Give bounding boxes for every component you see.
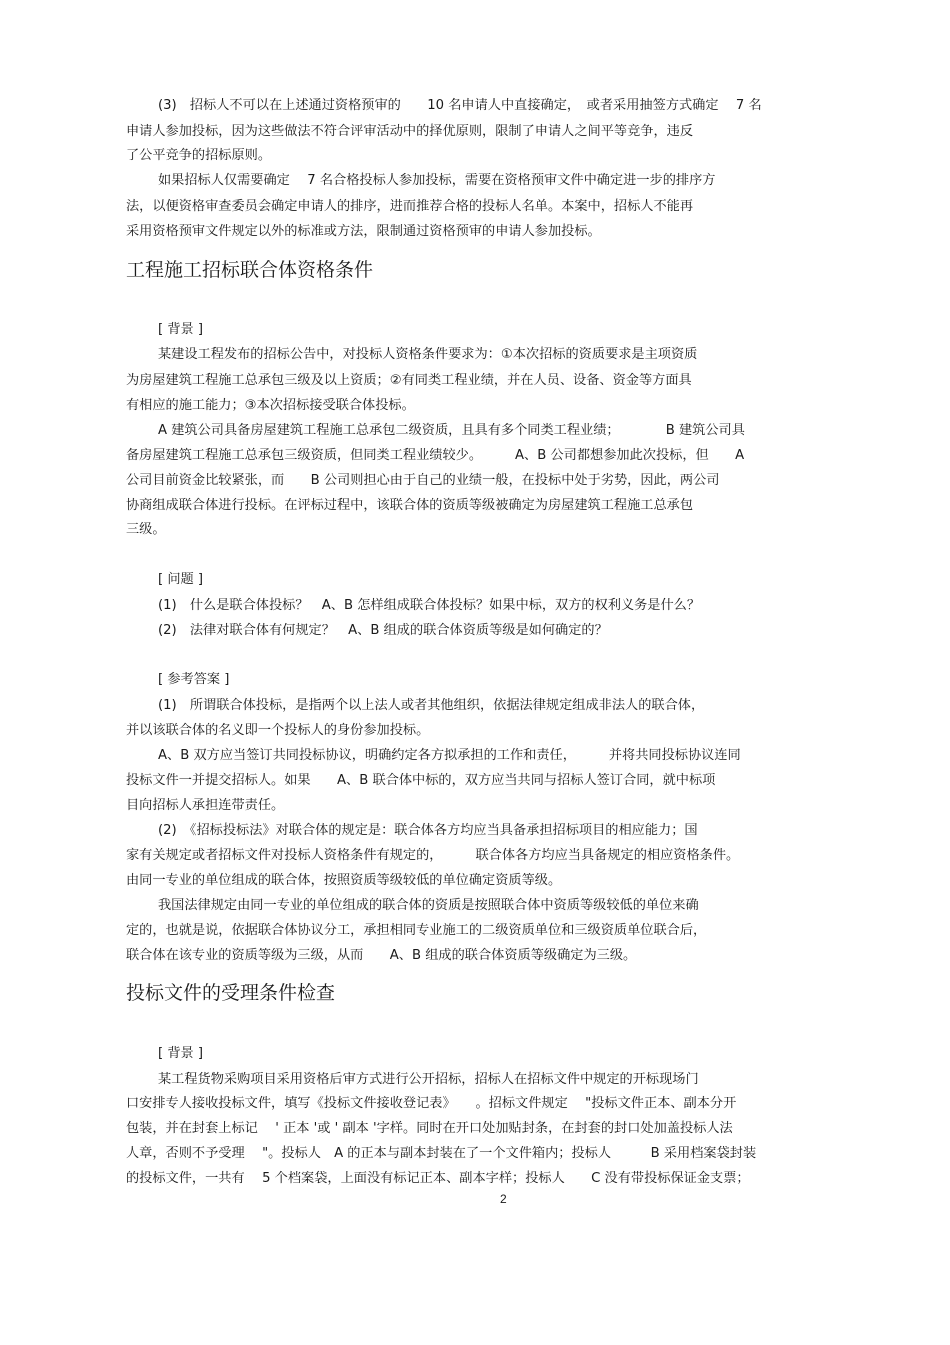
text-line: 某工程货物采购项目采用资格后审方式进行公开招标，招标人在招标文件中规定的开标现场门 (158, 1072, 699, 1087)
text-line: 如果招标人仅需要确定 7 名合格投标人参加投标，需要在资格预审文件中确定进一步的排序方 (158, 173, 716, 188)
text-line: 采用资格预审文件规定以外的标准或方法，限制通过资格预审的申请人参加投标。 (126, 224, 601, 239)
text-line: 备房屋建筑工程施工总承包三级资质，但同类工程业绩较少。 A、B 公司都想参加此次投标，但 A (126, 448, 745, 463)
text-line: 公司目前资金比较紧张，而 B 公司则担心由于自己的业绩一般，在投标中处于劣势，因此，两公司 (126, 473, 720, 488)
text-line: 三级。 (126, 522, 166, 537)
text-line: A 建筑公司具备房屋建筑工程施工总承包二级资质，且具有多个同类工程业绩； B 建筑公司具 (158, 423, 745, 438)
text-line: 有相应的施工能力；③本次招标接受联合体投标。 (126, 398, 415, 413)
section-label: [ 背景 ] (158, 322, 204, 337)
text-line: 包装，并在封套上标记 ' 正本 '或 ' 副本 '字样。同时在开口处加贴封条，在封套的封口处加盖投标人法 (126, 1121, 733, 1136)
text-line: 人章，否则不予受理 "。投标人 A 的正本与副本封装在了一个文件箱内；投标人 B 采用档案袋封装 (126, 1146, 757, 1161)
text-line: 了公平竞争的招标原则。 (126, 148, 272, 163)
text-line: 口安排专人接收投标文件，填写《投标文件接收登记表》 。招标文件规定 "投标文件正本、副本分开 (126, 1096, 737, 1111)
text-line: (2) 法律对联合体有何规定？ A、B 组成的联合体资质等级是如何确定的？ (158, 623, 608, 638)
section-label: [ 背景 ] (158, 1046, 204, 1061)
section-title: 投标文件的受理条件检查 (126, 982, 336, 1004)
text-line: 家有关规定或者招标文件对投标人资格条件有规定的， 联合体各方均应当具备规定的相应资格条件。 (126, 848, 740, 863)
text-line: 的投标文件，一共有 5 个档案袋，上面没有标记正本、副本字样；投标人 C 没有带投标保证金支票； (126, 1171, 750, 1186)
text-line: 我国法律规定由同一专业的单位组成的联合体的资质是按照联合体中资质等级较低的单位来确 (158, 898, 699, 913)
section-label: [ 问题 ] (158, 572, 204, 587)
section-title: 工程施工招标联合体资格条件 (126, 259, 374, 281)
text-line: (3) 招标人不可以在上述通过资格预审的 10 名申请人中直接确定， 或者采用抽签方式确定 7 名 (158, 98, 762, 113)
text-line: 由同一专业的单位组成的联合体，按照资质等级较低的单位确定资质等级。 (126, 873, 562, 888)
text-line: 法，以便资格审查委员会确定申请人的排序，进而推荐合格的投标人名单。本案中，招标人不能再 (126, 199, 694, 214)
text-line: A、B 双方应当签订共同投标协议，明确约定各方拟承担的工作和责任， 并将共同投标协议连同 (158, 748, 741, 763)
section-label: [ 参考答案 ] (158, 672, 230, 687)
text-line: 为房屋建筑工程施工总承包三级及以上资质；②有同类工程业绩，并在人员、设备、资金等方面具 (126, 373, 692, 388)
text-line: 并以该联合体的名义即一个投标人的身份参加投标。 (126, 723, 430, 738)
text-line: 某建设工程发布的招标公告中，对投标人资格条件要求为：①本次招标的资质要求是主项资质 (158, 347, 698, 362)
text-line: 申请人参加投标，因为这些做法不符合评审活动中的择优原则，限制了申请人之间平等竞争，违反 (126, 124, 694, 139)
page-number: 2 (500, 1192, 507, 1206)
text-line: (1) 所谓联合体投标，是指两个以上法人或者其他组织，依据法律规定组成非法人的联合体， (158, 698, 705, 713)
text-line: 目向招标人承担连带责任。 (126, 798, 285, 813)
text-line: (1) 什么是联合体投标？ A、B 怎样组成联合体投标？如果中标，双方的权利义务是什么？ (158, 598, 701, 613)
text-line: 定的，也就是说，依据联合体协议分工，承担相同专业施工的二级资质单位和三级资质单位联合后， (126, 923, 707, 938)
text-line: (2) 《招标投标法》对联合体的规定是：联合体各方均应当具备承担招标项目的相应能力；国 (158, 823, 698, 838)
text-line: 协商组成联合体进行投标。在评标过程中，该联合体的资质等级被确定为房屋建筑工程施工总承包 (126, 498, 694, 513)
text-line: 投标文件一并提交招标人。如果 A、B 联合体中标的，双方应当共同与招标人签订合同，就中标项 (126, 773, 716, 788)
text-line: 联合体在该专业的资质等级为三级，从而 A、B 组成的联合体资质等级确定为三级。 (126, 948, 637, 963)
